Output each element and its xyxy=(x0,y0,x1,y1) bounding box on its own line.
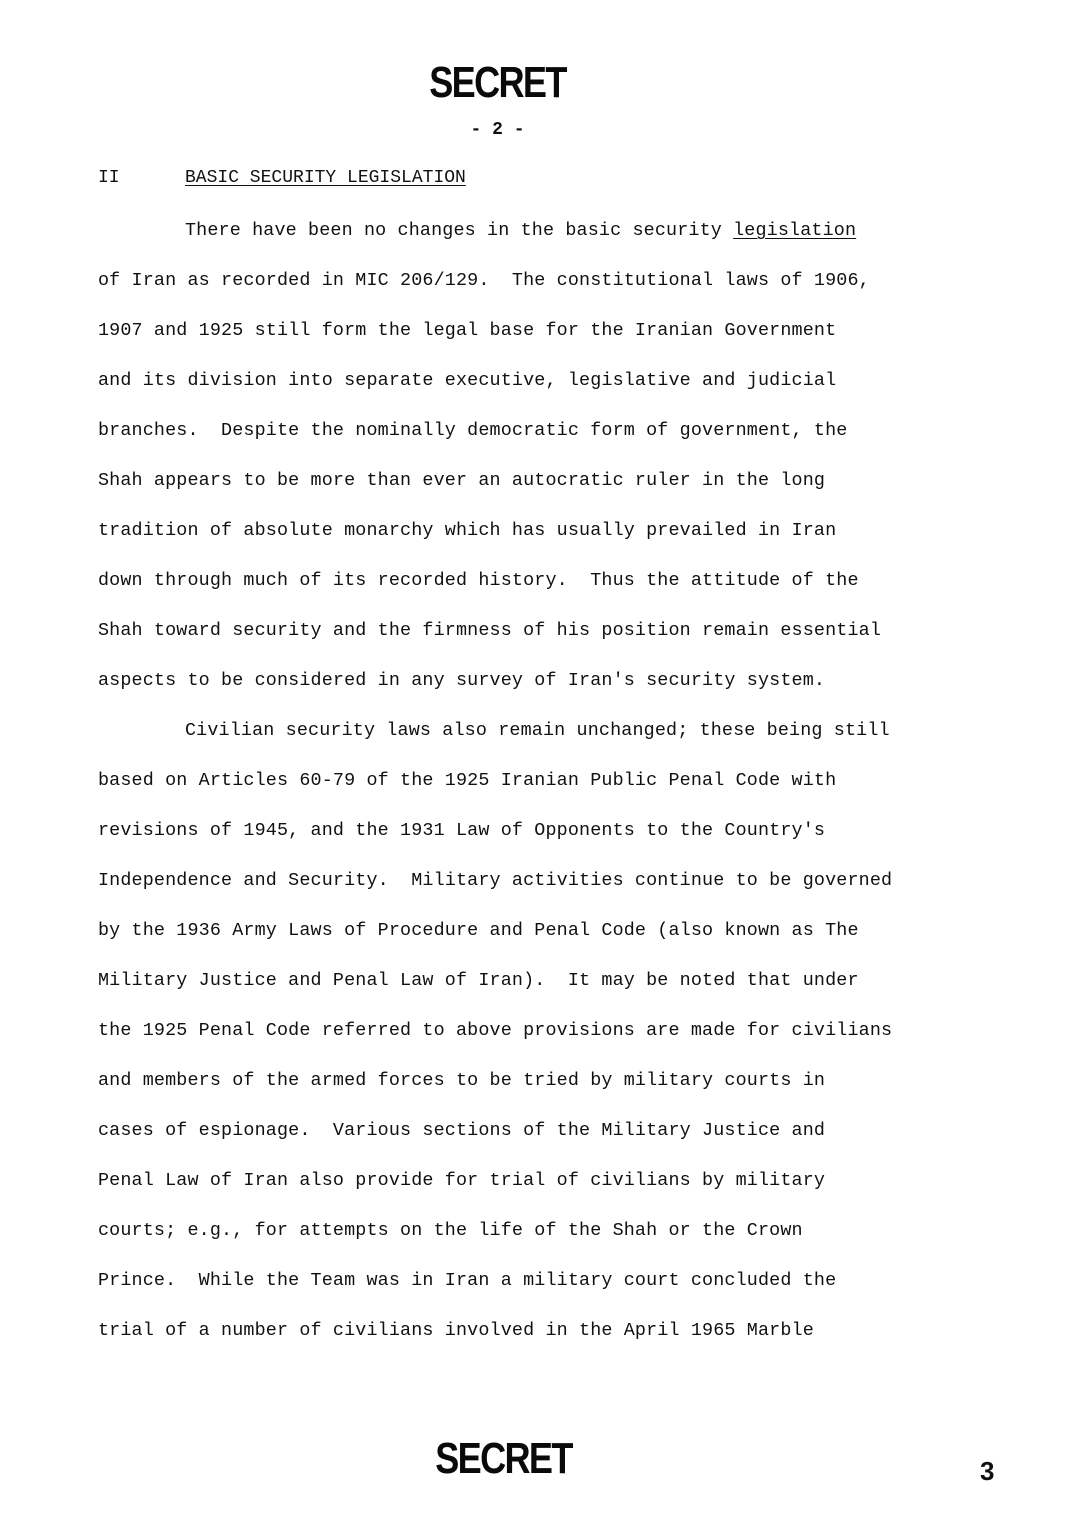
paragraph-2-line-10: Penal Law of Iran also provide for trial of civilians by military xyxy=(98,1170,826,1191)
paragraph-2-line-12: Prince. While the Team was in Iran a military court concluded the xyxy=(98,1270,837,1291)
paragraph-2-line-4: Independence and Security. Military activities continue to be governed xyxy=(98,870,893,891)
paragraph-1-line-3: 1907 and 1925 still form the legal base for the Iranian Government xyxy=(98,320,837,341)
paragraph-2-line-8: and members of the armed forces to be tried by military courts in xyxy=(98,1070,826,1091)
paragraph-2-line-1: Civilian security laws also remain unchanged; these being still xyxy=(185,720,890,741)
underlined-word: legislation xyxy=(733,220,857,241)
classification-marking-bottom: SECRET xyxy=(435,1434,572,1483)
paragraph-1-line-7: tradition of absolute monarchy which has usually prevailed in Iran xyxy=(98,520,837,541)
section-title: BASIC SECURITY LEGISLATION xyxy=(185,168,466,188)
paragraph-2-line-13: trial of a number of civilians involved in the April 1965 Marble xyxy=(98,1320,814,1341)
paragraph-2-line-2: based on Articles 60-79 of the 1925 Iranian Public Penal Code with xyxy=(98,770,837,791)
paragraph-1-line-10: aspects to be considered in any survey of Iran's security system. xyxy=(98,670,826,691)
paragraph-2-line-9: cases of espionage. Various sections of the Military Justice and xyxy=(98,1120,826,1141)
page-number-marker: - 2 - xyxy=(470,120,525,140)
paragraph-2-line-5: by the 1936 Army Laws of Procedure and Penal Code (also known as The xyxy=(98,920,859,941)
paragraph-1-line-5: branches. Despite the nominally democratic form of government, the xyxy=(98,420,848,441)
paragraph-1-line-4: and its division into separate executive, legislative and judicial xyxy=(98,370,837,391)
paragraph-2-line-6: Military Justice and Penal Law of Iran). It may be noted that under xyxy=(98,970,859,991)
sheet-number: 3 xyxy=(980,1456,995,1486)
text-segment: There have been no changes in the basic security xyxy=(185,220,734,241)
paragraph-2-line-11: courts; e.g., for attempts on the life of the Shah or the Crown xyxy=(98,1220,803,1241)
paragraph-2-line-3: revisions of 1945, and the 1931 Law of Opponents to the Country's xyxy=(98,820,826,841)
paragraph-1-line-1 xyxy=(185,220,856,241)
paragraph-2-line-7: the 1925 Penal Code referred to above provisions are made for civilians xyxy=(98,1020,893,1041)
paragraph-1-line-6: Shah appears to be more than ever an autocratic ruler in the long xyxy=(98,470,826,491)
classification-marking-top: SECRET xyxy=(429,58,566,107)
paragraph-1-line-9: Shah toward security and the firmness of his position remain essential xyxy=(98,620,882,641)
paragraph-1-line-2: of Iran as recorded in MIC 206/129. The constitutional laws of 1906, xyxy=(98,270,870,291)
paragraph-1-line-8: down through much of its recorded history. Thus the attitude of the xyxy=(98,570,859,591)
section-number: II xyxy=(98,168,120,188)
